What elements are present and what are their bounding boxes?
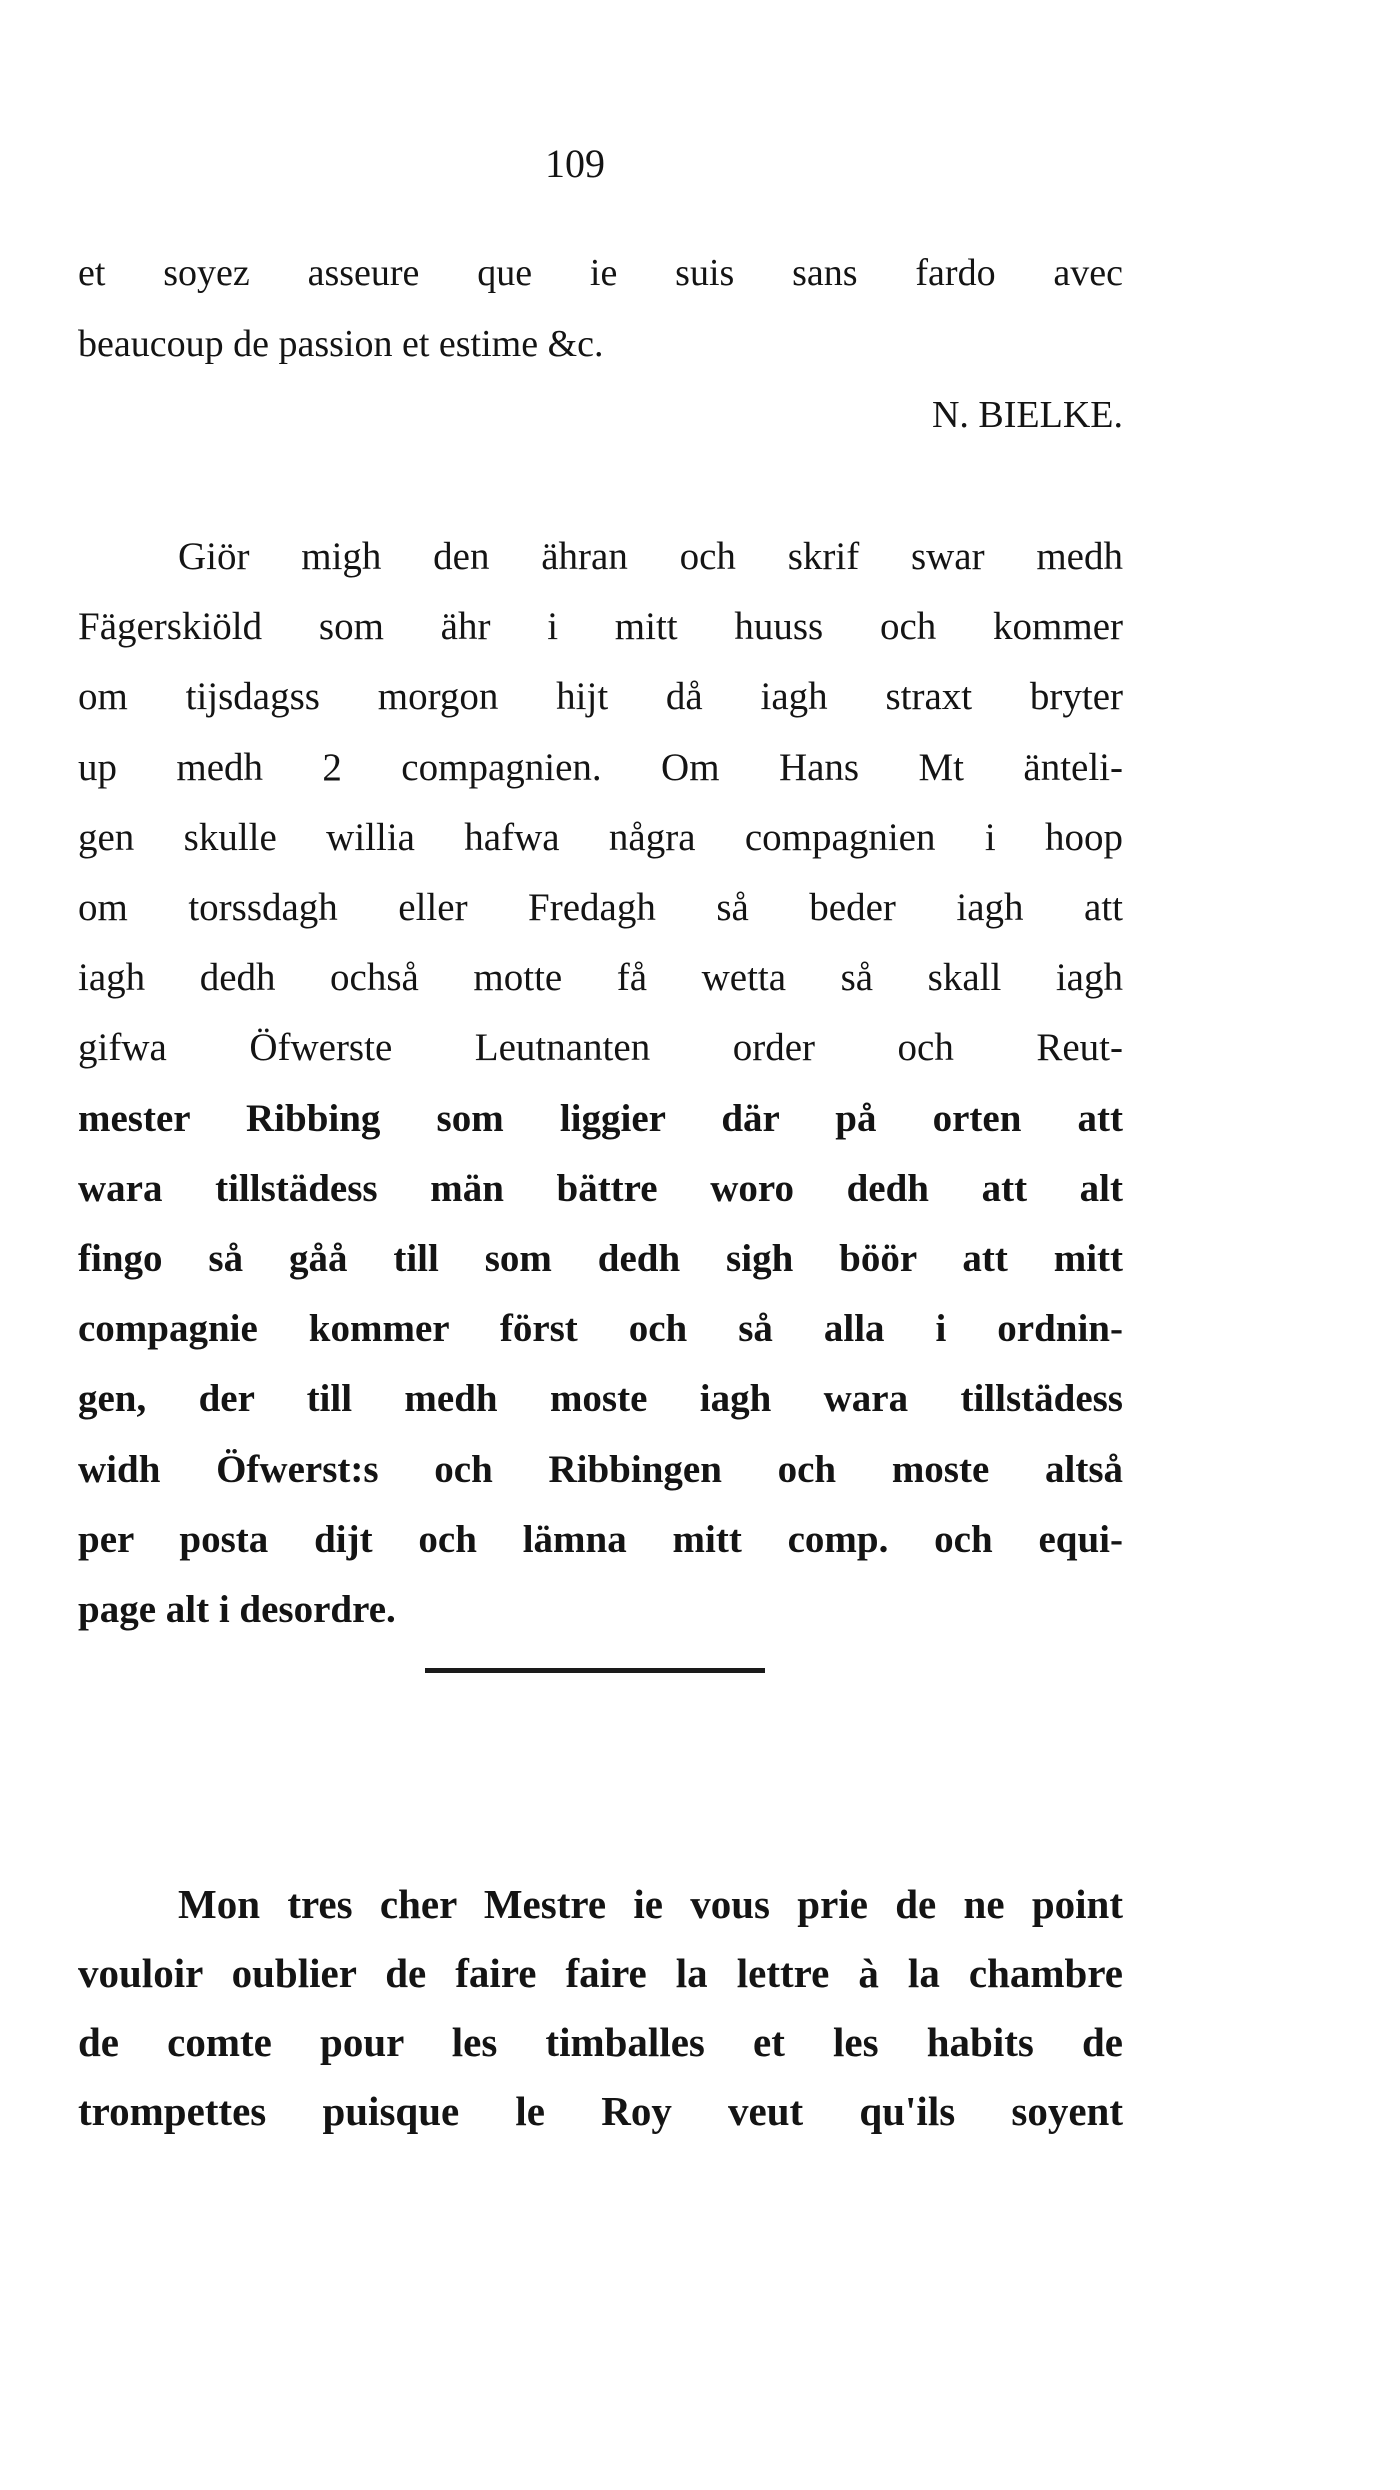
text-line: Mon tres cher Mestre ie vous prie de ne point	[178, 1881, 1123, 1927]
text-line: mester Ribbing som liggier där på orten att	[78, 1096, 1123, 1140]
text-line: beaucoup de passion et estime &c.	[78, 323, 604, 365]
french-letter-paragraph	[78, 1870, 1123, 2146]
text-line: page alt i desordre.	[78, 1588, 396, 1632]
text-line: per posta dijt och lämna mitt comp. och equi-	[78, 1517, 1123, 1561]
text-line: om tijsdagss morgon hijt då iagh straxt bryter	[78, 675, 1123, 719]
page-number: 109	[545, 141, 605, 186]
swedish-paragraph	[78, 522, 1123, 1645]
signature-text: N. BIELKE.	[931, 394, 1123, 436]
text-line: om torssdagh eller Fredagh så beder iagh att	[78, 886, 1123, 930]
text-line: compagnie kommer först och så alla i ordnin-	[78, 1307, 1123, 1351]
text-line: gifwa Öfwerste Leutnanten order och Reut-	[78, 1026, 1123, 1070]
text-line: gen, der till medh moste iagh wara tillstädess	[78, 1377, 1123, 1421]
text-line: fingo så gåå till som dedh sigh böör att mitt	[78, 1237, 1123, 1281]
text-line: wara tillstädess män bättre woro dedh att alt	[78, 1166, 1123, 1210]
text-line: Giör migh den ähran och skrif swar medh	[178, 535, 1123, 578]
signature	[78, 380, 1123, 451]
french-closing-paragraph	[78, 238, 1123, 451]
text-line: et soyez asseure que ie suis sans fardo avec	[78, 252, 1123, 294]
text-line: up medh 2 compagnien. Om Hans Mt änteli-	[78, 745, 1123, 789]
text-line: gen skulle willia hafwa några compagnien i hoop	[78, 815, 1123, 859]
text-line: vouloir oublier de faire faire la lettre à la chambre	[78, 1950, 1123, 1996]
text-line: widh Öfwerst:s och Ribbingen och moste altså	[78, 1447, 1123, 1491]
text-line: de comte pour les timballes et les habits de	[78, 2019, 1123, 2065]
text-line: trompettes puisque le Roy veut qu'ils soyent	[78, 2088, 1123, 2134]
section-divider	[425, 1668, 765, 1673]
text-line: Fägerskiöld som ähr i mitt huuss och kommer	[78, 605, 1123, 649]
text-line: iagh dedh ochså motte få wetta så skall iagh	[78, 956, 1123, 1000]
